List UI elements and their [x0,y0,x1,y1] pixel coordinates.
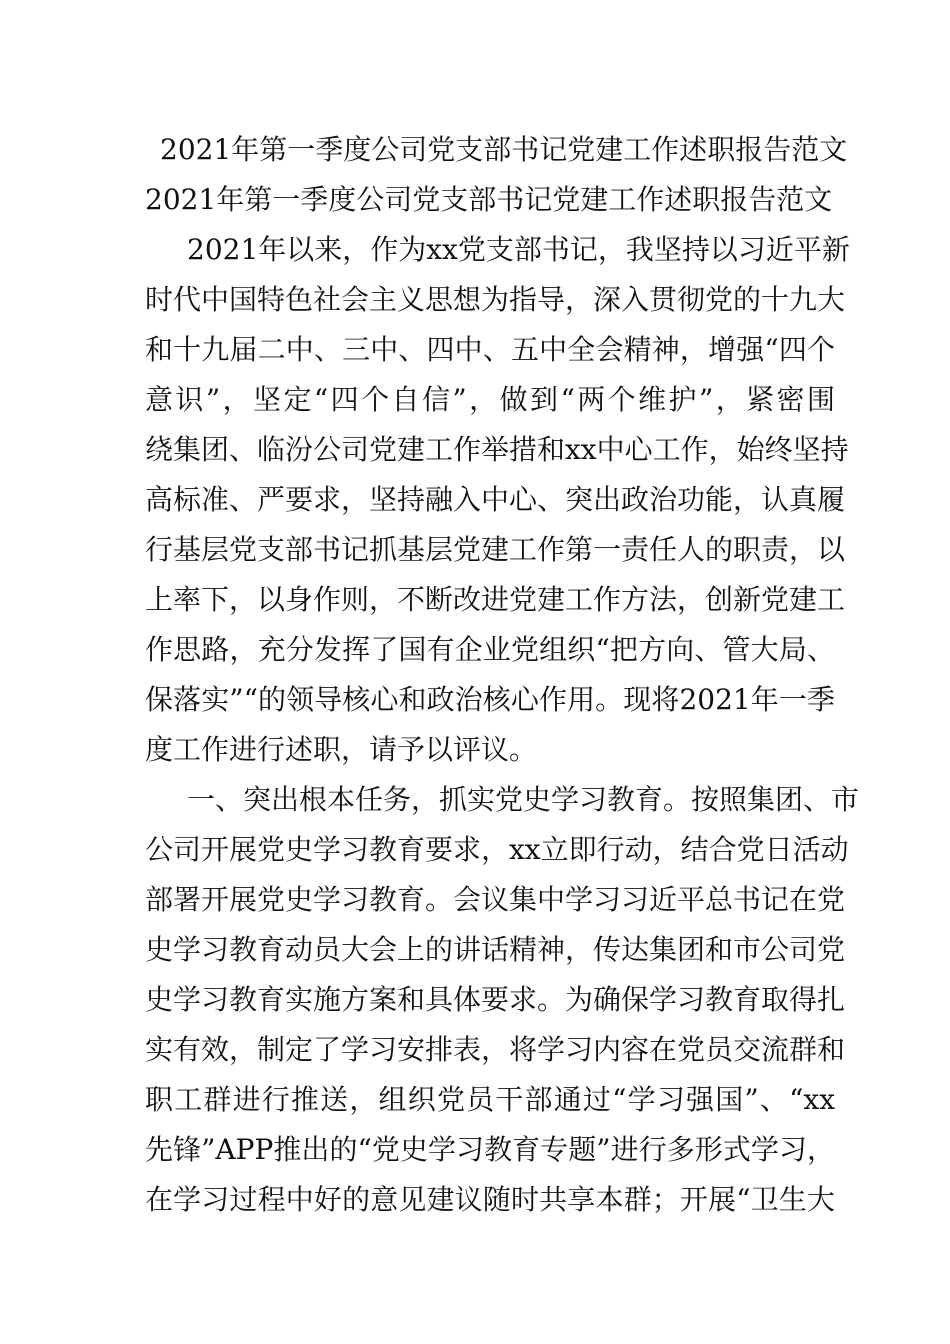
paragraph-1-line: 保落实”“的领导核心和政治核心作用。现将2021年一季 [145,683,835,716]
paragraph-1-line: 度工作进行述职，请予以评议。 [145,733,538,766]
paragraph-1-line: 高标准、严要求，坚持融入中心、突出政治功能，认真履 [145,483,846,516]
document-title: 2021年第一季度公司党支部书记党建工作述职报告范文 [160,133,848,166]
paragraph-2-line: 史学习教育实施方案和具体要求。为确保学习教育取得扎 [145,983,846,1016]
paragraph-2-line: 部署开展党史学习教育。会议集中学习习近平总书记在党 [145,883,846,916]
paragraph-1-line: 绕集团、临汾公司党建工作举措和xx中心工作，始终坚持 [145,433,849,466]
paragraph-2-line: 实有效，制定了学习安排表，将学习内容在党员交流群和 [145,1033,846,1066]
paragraph-1-line: 和十九届二中、三中、四中、五中全会精神，增强“四个 [145,333,835,366]
paragraph-2-line: 公司开展党史学习教育要求，xx立即行动，结合党日活动 [145,833,849,866]
paragraph-2-line: 一、突出根本任务，抓实党史学习教育。按照集团、市 [187,783,860,816]
paragraph-2-line: 在学习过程中好的意见建议随时共享本群；开展“卫生大 [145,1183,835,1216]
paragraph-2-line: 史学习教育动员大会上的讲话精神，传达集团和市公司党 [145,933,846,966]
paragraph-1-line: 时代中国特色社会主义思想为指导，深入贯彻党的十九大 [145,283,846,316]
document-subtitle: 2021年第一季度公司党支部书记党建工作述职报告范文 [145,183,833,216]
paragraph-1-line: 作思路，充分发挥了国有企业党组织“把方向、管大局、 [145,633,835,666]
paragraph-1-line: 上率下，以身作则，不断改进党建工作方法，创新党建工 [145,583,846,616]
paragraph-2-line: 先锋”APP推出的“党史学习教育专题”进行多形式学习， [145,1133,835,1166]
paragraph-1-line: 行基层党支部书记抓基层党建工作第一责任人的职责，以 [145,533,846,566]
paragraph-1-line: 意识”，坚定“四个自信”，做到“两个维护”，紧密围 [145,383,835,416]
paragraph-1-line: 2021年以来，作为xx党支部书记，我坚持以习近平新 [187,233,850,266]
paragraph-2-line: 职工群进行推送，组织党员干部通过“学习强国”、“xx [145,1083,835,1116]
